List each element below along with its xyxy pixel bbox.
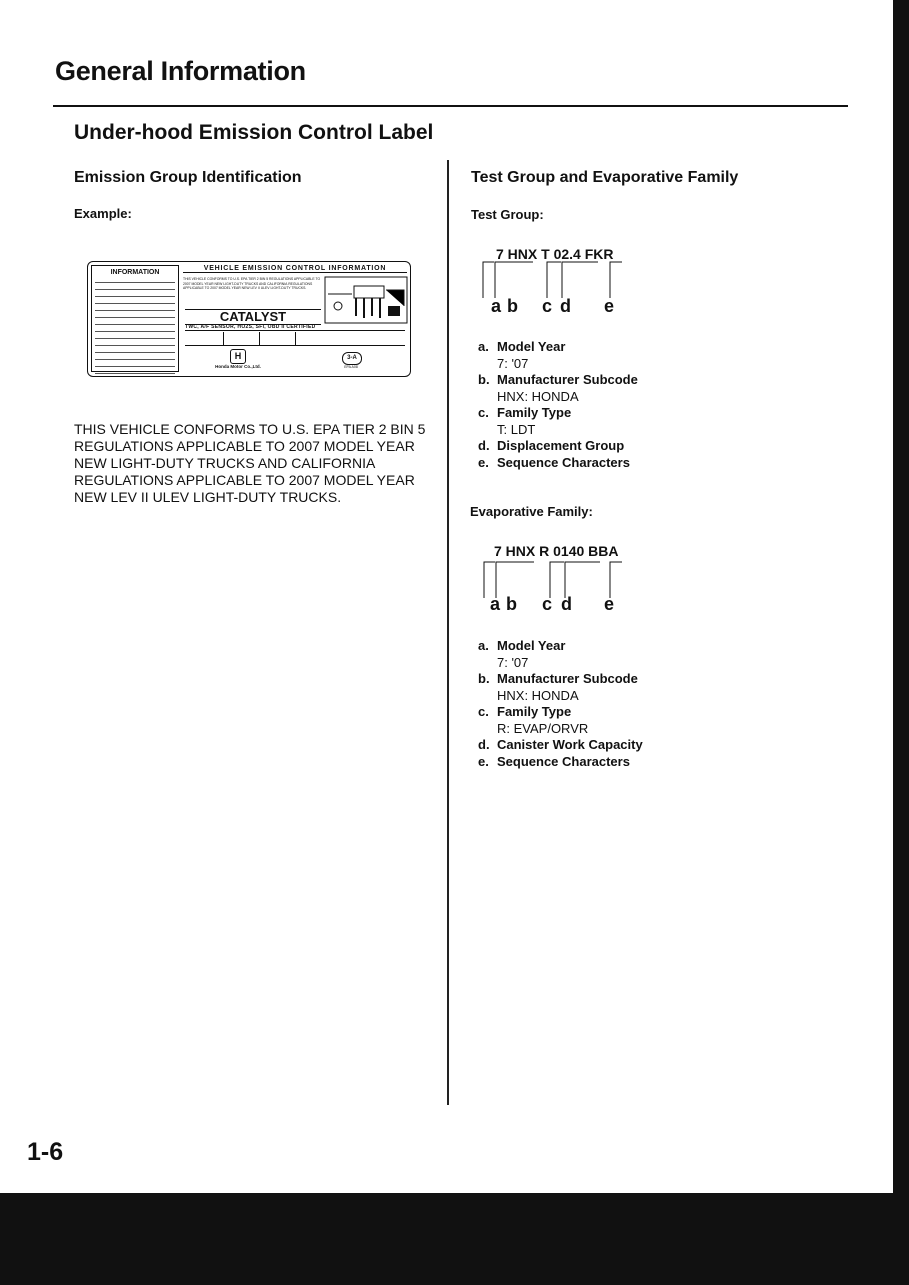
test-group-letter-a: a — [491, 296, 502, 316]
info-panel — [91, 265, 179, 372]
page-title: General Information — [55, 56, 306, 86]
legend-item: e. Sequence Characters — [478, 753, 630, 769]
legend-value: 7: '07 — [497, 654, 529, 670]
column-divider — [447, 160, 449, 1105]
statement-line: REGULATIONS APPLICABLE TO 2007 MODEL YEAR — [74, 438, 415, 454]
legend-item: a. Model Year — [478, 339, 566, 354]
legend-value: R: EVAP/ORVR — [497, 720, 589, 736]
emission-label-illustration — [87, 261, 411, 377]
epa-code: EPA A08 — [344, 365, 358, 369]
evap-family-letter-b: b — [506, 594, 517, 614]
legend-item: b. Manufacturer Subcode — [478, 671, 638, 686]
test-group-label: Test Group: — [471, 207, 544, 222]
honda-logo-icon: H — [230, 349, 246, 364]
evap-family-legend — [478, 638, 643, 770]
section-title: Under-hood Emission Control Label — [74, 121, 434, 144]
legend-item: d. Displacement Group — [478, 438, 625, 453]
evap-family-label: Evaporative Family: — [470, 504, 593, 519]
legend-value: T: LDT — [497, 421, 536, 437]
statement-line: REGULATIONS APPLICABLE TO 2007 MODEL YEAR — [74, 472, 415, 488]
example-label: Example: — [74, 206, 132, 221]
twc-line: TWC, A/F SENSOR, HO2S, SFI, OBD II CERTIFIED — [185, 324, 405, 331]
test-group-letter-c: c — [542, 296, 553, 316]
test-group-letter-e: e — [604, 296, 615, 316]
test-group-heading: Test Group and Evaporative Family — [471, 169, 739, 186]
epa-badge: 3-A — [342, 352, 362, 365]
scan-edge-right — [893, 0, 909, 1285]
evap-family-letter-c: c — [542, 594, 553, 614]
test-group-code: 7 HNX T 02.4 FKR — [496, 246, 614, 262]
spec-grid — [185, 332, 405, 346]
info-fine-print — [92, 278, 178, 374]
legend-value: 7: '07 — [497, 355, 529, 371]
scan-edge-bottom — [0, 1193, 909, 1285]
maker-name: Honda Motor Co.,Ltd. — [215, 364, 261, 369]
legend-value: HNX: HONDA — [497, 388, 579, 404]
test-group-legend — [478, 339, 638, 471]
legend-item: a. Model Year — [478, 638, 566, 653]
statement-line: NEW LEV II ULEV LIGHT-DUTY TRUCKS. — [74, 489, 342, 505]
evap-family-code: 7 HNX R 0140 BBA — [494, 543, 619, 559]
legend-item: c. Family Type — [478, 704, 572, 719]
legend-item: c. Family Type — [478, 405, 572, 420]
vec-title: VEHICLE EMISSION CONTROL INFORMATION — [183, 265, 407, 273]
title-rule — [53, 105, 848, 107]
evap-family-letter-e: e — [604, 594, 615, 614]
statement-line: NEW LIGHT-DUTY TRUCKS AND CALIFORNIA — [74, 455, 376, 471]
statement-line: THIS VEHICLE CONFORMS TO U.S. EPA TIER 2 BIN 5 — [74, 421, 426, 437]
emission-group-heading: Emission Group Identification — [74, 169, 302, 186]
info-title: INFORMATION — [110, 269, 160, 276]
legend-value: HNX: HONDA — [497, 687, 579, 703]
catalyst-banner: CATALYST — [185, 309, 321, 325]
vec-conformance-text: THIS VEHICLE CONFORMS TO U.S. EPA TIER 2 BIN 5 REGULATIONS APPLICABLE TO 2007 MODEL YEAR NEW LIGHT-DUTY TRUCKS AND CALIFORNIA REGULATIONS APPLICABLE TO 2007 MODEL YEAR NEW LEV II ULEV LIGHT-DUTY TRUCKS. — [183, 277, 321, 291]
engine-diagram-icon — [324, 276, 408, 324]
conformance-statement — [74, 421, 434, 506]
legend-item: e. Sequence Characters — [478, 454, 630, 470]
test-group-letter-b: b — [507, 296, 518, 316]
page-number: 1-6 — [27, 1138, 64, 1166]
evap-family-letter-d: d — [561, 594, 572, 614]
test-group-letter-d: d — [560, 296, 571, 316]
evap-family-letter-a: a — [490, 594, 501, 614]
legend-item: d. Canister Work Capacity — [478, 737, 643, 752]
legend-item: b. Manufacturer Subcode — [478, 372, 638, 387]
